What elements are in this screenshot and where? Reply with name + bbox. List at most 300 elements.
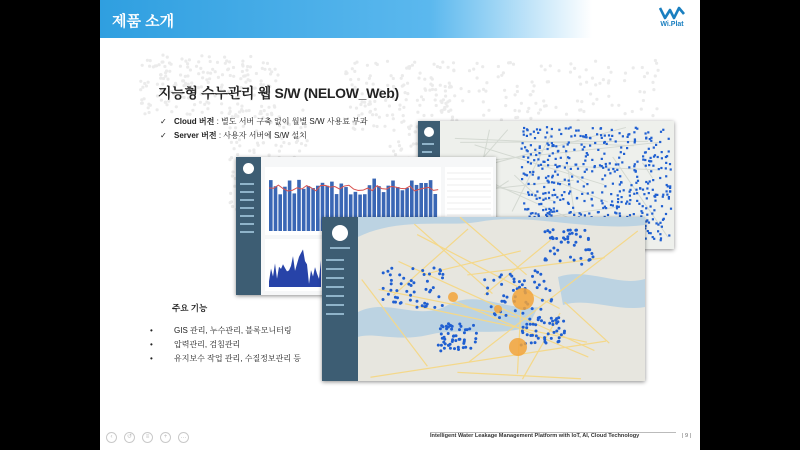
leak-point <box>537 158 539 160</box>
map-dot <box>378 116 381 119</box>
leak-point <box>608 169 610 171</box>
map-dot <box>602 78 605 81</box>
leak-point <box>569 256 572 259</box>
leak-point <box>553 201 555 203</box>
leak-point <box>551 236 554 239</box>
map-dot <box>166 56 169 59</box>
leak-point <box>390 279 393 282</box>
leak-point <box>555 158 557 160</box>
leak-point <box>538 203 540 205</box>
chart-bar <box>316 186 320 231</box>
leak-point <box>559 259 562 262</box>
leak-point <box>534 194 536 196</box>
leak-point <box>458 328 461 331</box>
leak-point <box>574 241 577 244</box>
leak-point <box>559 183 561 185</box>
leak-point <box>660 131 662 133</box>
map-dot <box>246 65 249 68</box>
bullet-server-version <box>160 130 307 141</box>
map-dot <box>452 61 455 64</box>
leak-point <box>661 157 663 159</box>
leak-point <box>568 232 571 235</box>
map-dot <box>398 104 401 107</box>
map-dot <box>389 145 392 148</box>
chart-bar <box>311 188 315 231</box>
map-dot <box>516 90 519 93</box>
leak-point <box>543 338 546 341</box>
leak-point <box>423 305 426 308</box>
leak-point <box>601 191 603 193</box>
leak-point <box>553 145 555 147</box>
map-dot <box>652 88 655 91</box>
leak-point <box>630 184 632 186</box>
map-dot <box>402 83 405 86</box>
map-dot <box>168 70 171 73</box>
map-dot <box>448 82 451 85</box>
leak-point <box>413 291 416 294</box>
leak-point <box>553 331 556 334</box>
leak-point <box>638 203 640 205</box>
leak-point <box>526 149 528 151</box>
map-dot <box>573 67 576 70</box>
leak-point <box>542 209 544 211</box>
leak-point <box>668 234 670 236</box>
map-dot <box>505 96 508 99</box>
leak-point <box>645 165 647 167</box>
leak-point <box>554 319 557 322</box>
leak-point <box>566 237 569 240</box>
leak-point <box>411 267 414 270</box>
leak-point <box>407 283 410 286</box>
leak-point <box>562 198 564 200</box>
leak-point <box>629 214 631 216</box>
leak-point <box>617 163 619 165</box>
leak-point <box>540 164 542 166</box>
map-dot <box>585 81 588 84</box>
leak-point <box>550 317 553 320</box>
map-dot <box>233 147 236 150</box>
leak-point <box>546 126 548 128</box>
leak-point <box>399 302 402 305</box>
map-dot <box>164 75 167 78</box>
leak-point <box>646 187 648 189</box>
leak-point <box>635 189 637 191</box>
leak-point <box>657 156 659 158</box>
map-dot <box>175 105 178 108</box>
leak-point <box>652 165 654 167</box>
leak-point <box>643 193 645 195</box>
leak-point <box>585 136 587 138</box>
leak-point <box>523 134 525 136</box>
chart-bar <box>278 194 282 231</box>
leak-point <box>527 157 529 159</box>
map-dot <box>228 60 231 63</box>
leak-point <box>662 194 664 196</box>
leak-point <box>601 200 603 202</box>
leak-point <box>645 132 647 134</box>
leak-point <box>390 282 393 285</box>
leak-point <box>547 175 549 177</box>
map-dot <box>186 62 189 65</box>
map-dot <box>186 66 189 69</box>
leak-point <box>566 162 568 164</box>
map-dot <box>565 113 568 116</box>
leak-point <box>567 241 570 244</box>
leak-point <box>563 191 565 193</box>
leak-point <box>394 301 397 304</box>
map-dot <box>514 93 517 96</box>
map-dot <box>417 77 420 80</box>
leak-point <box>528 194 530 196</box>
leak-point <box>669 187 671 189</box>
leak-point <box>586 183 588 185</box>
leak-point <box>556 210 558 212</box>
leak-point <box>562 236 565 239</box>
map-dot <box>274 68 277 71</box>
leak-point <box>537 318 540 321</box>
map-dot <box>262 141 265 144</box>
map-dot <box>159 73 162 76</box>
leak-point <box>530 144 532 146</box>
map-dot <box>546 80 549 83</box>
map-dot <box>232 75 235 78</box>
leak-point <box>564 167 566 169</box>
leak-point <box>568 212 570 214</box>
leak-point <box>555 330 558 333</box>
leak-point <box>573 259 576 262</box>
map-dot <box>598 82 601 85</box>
leak-point <box>513 278 516 281</box>
map-dot <box>201 76 204 79</box>
map-dot <box>260 105 263 108</box>
leak-point <box>523 173 525 175</box>
wiplat-logo <box>652 6 692 34</box>
leak-point <box>560 133 562 135</box>
leak-point <box>609 138 611 140</box>
leak-point <box>500 283 503 286</box>
leak-point <box>648 222 650 224</box>
map-dot <box>503 89 506 92</box>
leak-point <box>532 174 534 176</box>
map-dot <box>576 99 579 102</box>
map-dot <box>245 69 248 72</box>
leak-point <box>600 134 602 136</box>
leak-point <box>608 134 610 136</box>
map-dot <box>376 63 379 66</box>
leak-point <box>551 181 553 183</box>
leak-point <box>558 336 561 339</box>
leak-point <box>544 192 546 194</box>
leak-point <box>526 208 528 210</box>
leak-point <box>561 194 563 196</box>
leak-point <box>462 346 465 349</box>
leak-point <box>398 273 401 276</box>
map-dot <box>392 150 395 153</box>
map-dot <box>419 72 422 75</box>
leak-point <box>463 340 466 343</box>
map-dot <box>220 111 223 114</box>
leak-point <box>601 137 603 139</box>
leak-point <box>528 318 531 321</box>
map-dot <box>202 71 205 74</box>
feature-item <box>150 339 240 350</box>
feature-text: GIS 관리, 누수관리, 블록모니터링 <box>174 326 292 335</box>
leak-point <box>587 238 590 241</box>
feature-item <box>150 325 292 336</box>
leak-point <box>579 235 582 238</box>
leak-point <box>666 184 668 186</box>
map-dot <box>460 87 463 90</box>
leak-point <box>620 146 622 148</box>
slide <box>100 0 700 450</box>
map-dot <box>591 77 594 80</box>
map-dot <box>435 93 438 96</box>
leak-point <box>668 196 670 198</box>
map-dot <box>179 73 182 76</box>
leak-point <box>657 224 659 226</box>
leak-point <box>574 135 576 137</box>
leak-point <box>549 211 551 213</box>
leak-point <box>572 207 574 209</box>
map-dot <box>440 111 443 114</box>
map-dot <box>442 98 445 101</box>
leak-point <box>633 193 635 195</box>
map-dot <box>383 125 386 128</box>
leak-point <box>580 135 582 137</box>
leak-point <box>387 293 390 296</box>
leak-point <box>580 213 582 215</box>
leak-point <box>532 171 534 173</box>
leak-point <box>568 128 570 130</box>
leak-point <box>597 149 599 151</box>
map-dot <box>497 65 500 68</box>
map-dot <box>607 95 610 98</box>
leak-point <box>559 199 561 201</box>
map-dot <box>582 110 585 113</box>
map-dot <box>209 72 212 75</box>
leak-point <box>539 308 542 311</box>
leak-point <box>596 133 598 135</box>
leak-point <box>619 212 621 214</box>
leak-point <box>433 267 436 270</box>
map-dot <box>549 64 552 67</box>
map-dot <box>420 95 423 98</box>
map-dot <box>418 104 421 107</box>
map-dot <box>467 90 470 93</box>
zoom-icon[interactable]: + <box>160 432 171 443</box>
map-dot <box>165 69 168 72</box>
map-dot <box>158 63 161 66</box>
leak-point <box>505 314 508 317</box>
leak-point <box>645 181 647 183</box>
leak-point <box>627 141 629 143</box>
map-dot <box>166 78 169 81</box>
map-dot <box>423 78 426 81</box>
map-dot <box>632 66 635 69</box>
leak-point <box>616 207 618 209</box>
map-dot <box>267 106 270 109</box>
leak-point <box>587 192 589 194</box>
leak-point <box>526 174 528 176</box>
map-dot <box>529 117 532 120</box>
map-dot <box>245 109 248 112</box>
map-dot <box>638 90 641 93</box>
leak-point <box>612 168 614 170</box>
map-dot <box>433 63 436 66</box>
leak-point <box>536 128 538 130</box>
leak-point <box>386 270 389 273</box>
leak-point <box>555 145 557 147</box>
leak-point <box>529 323 532 326</box>
leak-point <box>534 149 536 151</box>
map-dot <box>149 59 152 62</box>
leak-point <box>552 194 554 196</box>
leak-point <box>432 286 435 289</box>
leak-point <box>567 156 569 158</box>
leak-point <box>425 288 428 291</box>
map-dot <box>451 115 454 118</box>
leak-point <box>498 276 501 279</box>
leak-point <box>666 194 668 196</box>
leak-point <box>654 196 656 198</box>
prev-icon[interactable]: ‹ <box>106 432 117 443</box>
leak-point <box>539 273 542 276</box>
leak-point <box>589 145 591 147</box>
leak-point <box>661 205 663 207</box>
leak-point <box>642 205 644 207</box>
leak-point <box>548 197 550 199</box>
leak-point <box>472 324 475 327</box>
map-dot <box>232 66 235 69</box>
map-dot <box>482 88 485 91</box>
leak-point <box>441 304 444 307</box>
leak-point <box>437 344 440 347</box>
leak-point <box>541 168 543 170</box>
app-sidebar <box>236 157 261 295</box>
leak-point <box>591 198 593 200</box>
leak-point <box>617 198 619 200</box>
leak-point <box>660 167 662 169</box>
map-dot <box>580 100 583 103</box>
bullet-term: Cloud 버전 <box>174 117 215 126</box>
leak-point <box>522 130 524 132</box>
map-dot <box>643 75 646 78</box>
leak-point <box>539 197 541 199</box>
leak-point <box>528 183 530 185</box>
map-dot <box>301 109 304 112</box>
screenshot-leak-map <box>322 217 645 381</box>
map-dot <box>368 111 371 114</box>
leak-point <box>571 176 573 178</box>
leak-point <box>569 229 572 232</box>
more-icon[interactable]: … <box>178 432 189 443</box>
leak-point <box>589 137 591 139</box>
map-dot <box>230 141 233 144</box>
leak-point <box>628 203 630 205</box>
leak-point <box>554 194 556 196</box>
map-dot <box>453 94 456 97</box>
map-dot <box>141 64 144 67</box>
app-sidebar <box>322 217 358 381</box>
leak-point <box>588 212 590 214</box>
leak-point <box>555 237 558 240</box>
leak-point <box>604 185 606 187</box>
leak-point <box>463 331 466 334</box>
leak-point <box>440 324 443 327</box>
leak-point <box>575 233 578 236</box>
map-dot <box>229 192 232 195</box>
leak-point <box>538 283 541 286</box>
map-dot <box>624 72 627 75</box>
map-dot <box>248 149 251 152</box>
map-dot <box>249 65 252 68</box>
map-dot <box>280 145 283 148</box>
leak-point <box>586 168 588 170</box>
leak-point <box>629 195 631 197</box>
leak-point <box>548 322 551 325</box>
map-dot <box>248 109 251 112</box>
menu-icon[interactable]: ≡ <box>142 432 153 443</box>
leak-point <box>652 218 654 220</box>
back-icon[interactable]: ↺ <box>124 432 135 443</box>
leak-point <box>521 148 523 150</box>
leak-point <box>490 305 493 308</box>
map-dot <box>241 70 244 73</box>
leak-point <box>619 190 621 192</box>
map-dot <box>353 70 356 73</box>
leak-point <box>605 163 607 165</box>
leak-point <box>458 323 461 326</box>
leak-point <box>514 309 517 312</box>
map-dot <box>170 110 173 113</box>
leak-point <box>600 128 602 130</box>
map-dot <box>402 120 405 123</box>
leak-point <box>521 283 524 286</box>
leak-point <box>550 337 553 340</box>
map-dot <box>197 72 200 75</box>
map-dot <box>141 102 144 105</box>
leak-point <box>522 142 524 144</box>
leak-point <box>513 280 516 283</box>
map-dot <box>161 60 164 63</box>
leak-point <box>581 144 583 146</box>
map-dot <box>497 75 500 78</box>
leak-point <box>636 200 638 202</box>
map-dot <box>482 100 485 103</box>
hotspot-marker <box>512 288 534 310</box>
leak-point <box>548 192 550 194</box>
map-dot <box>349 78 352 81</box>
map-dot <box>230 200 233 203</box>
leak-point <box>486 287 489 290</box>
leak-point <box>535 330 538 333</box>
leak-point <box>560 241 563 244</box>
map-dot <box>655 107 658 110</box>
map-dot <box>398 144 401 147</box>
leak-point <box>652 179 654 181</box>
map-dot <box>391 113 394 116</box>
map-dot <box>238 110 241 113</box>
leak-point <box>568 180 570 182</box>
map-dot <box>143 97 146 100</box>
bullet-text: : 별도 서버 구축 없이 월별 S/W 사용료 부과 <box>214 117 368 126</box>
leak-point <box>621 161 623 163</box>
slide-title: 제품 소개 <box>112 13 175 30</box>
map-dot <box>623 79 626 82</box>
page-number: | 9 | <box>682 433 692 439</box>
leak-point <box>659 233 661 235</box>
map-dot <box>268 68 271 71</box>
